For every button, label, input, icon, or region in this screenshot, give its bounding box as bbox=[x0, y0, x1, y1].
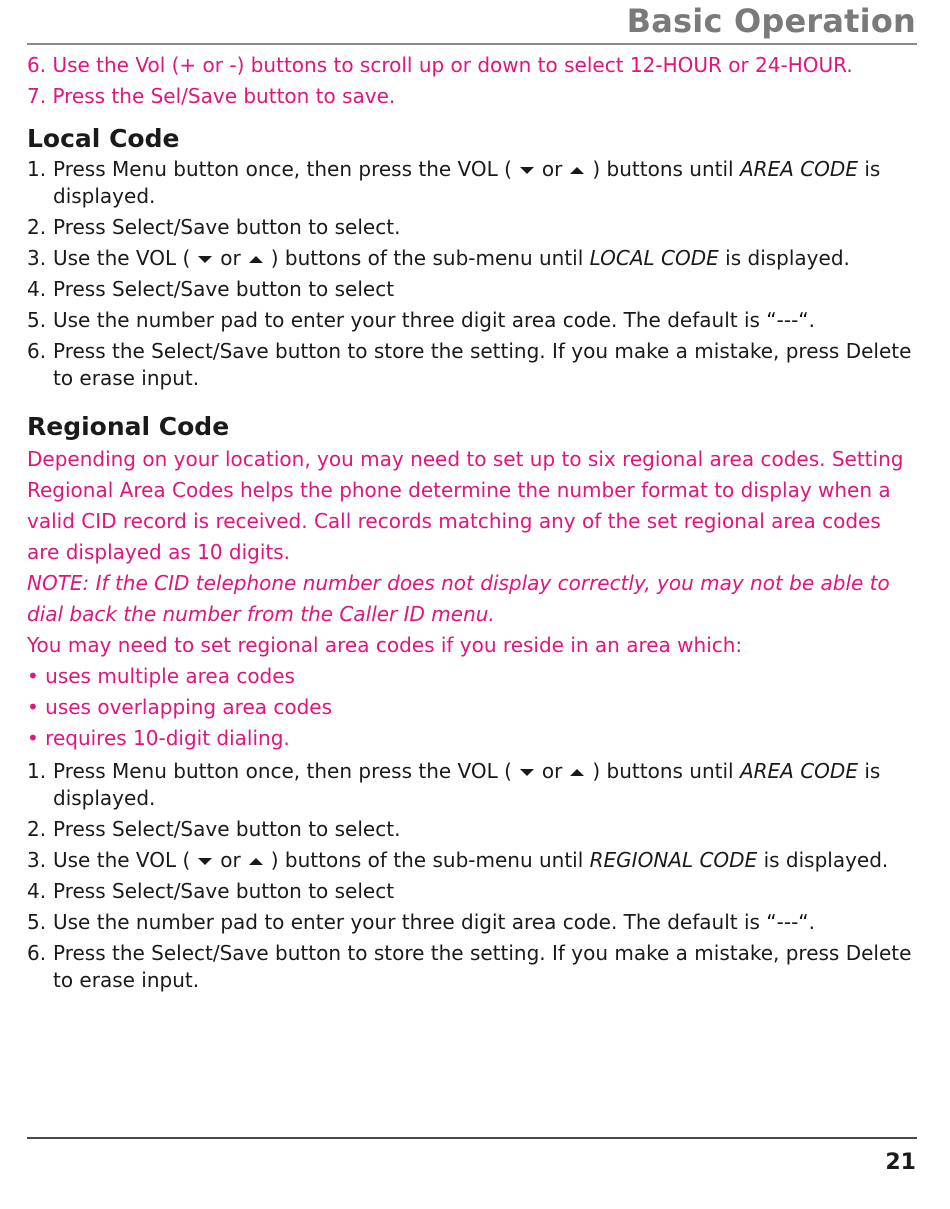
up-arrow-icon bbox=[249, 858, 263, 865]
step-text: Use the VOL ( bbox=[53, 848, 191, 872]
step-text: ) buttons of the sub-menu until bbox=[270, 848, 584, 872]
intro-step-6: 6. Use the Vol (+ or -) buttons to scroll up or down to select 12-HOUR or 24-HOUR. bbox=[27, 53, 853, 77]
step-number: 3. bbox=[27, 246, 47, 270]
step-number: 1. bbox=[27, 759, 47, 783]
step-text: is displayed. bbox=[53, 759, 881, 810]
step-or: or bbox=[541, 157, 563, 181]
menu-name: AREA CODE bbox=[739, 759, 858, 783]
step-text: Press Select/Save button to select bbox=[53, 879, 395, 903]
down-arrow-icon bbox=[520, 167, 534, 174]
down-arrow-icon bbox=[198, 858, 212, 865]
regional-lead: You may need to set regional area codes if you reside in an area which: bbox=[27, 633, 743, 657]
up-arrow-icon bbox=[570, 769, 584, 776]
step-number: 4. bbox=[27, 879, 47, 903]
step-number: 5. bbox=[27, 910, 47, 934]
regional-step-5 bbox=[27, 909, 917, 936]
footer-divider bbox=[27, 1137, 917, 1139]
step-text: is displayed. bbox=[763, 848, 889, 872]
menu-name: AREA CODE bbox=[739, 157, 858, 181]
menu-name: LOCAL CODE bbox=[589, 246, 719, 270]
down-arrow-icon bbox=[198, 256, 212, 263]
bullet-item: • uses multiple area codes bbox=[27, 664, 295, 688]
step-number: 5. bbox=[27, 308, 47, 332]
bullet-item: • requires 10-digit dialing. bbox=[27, 726, 290, 750]
down-arrow-icon bbox=[520, 769, 534, 776]
bullet-item: • uses overlapping area codes bbox=[27, 695, 333, 719]
step-text: ) buttons until bbox=[592, 157, 734, 181]
step-text: Use the number pad to enter your three digit area code. The default is “---“. bbox=[53, 308, 816, 332]
regional-step-2 bbox=[27, 816, 917, 843]
step-text: Use the VOL ( bbox=[53, 246, 191, 270]
step-number: 2. bbox=[27, 215, 47, 239]
step-number: 2. bbox=[27, 817, 47, 841]
step-text: ) buttons until bbox=[592, 759, 734, 783]
step-text: Press Select/Save button to select bbox=[53, 277, 395, 301]
step-text: Press the Select/Save button to store the setting. If you make a mistake, press Delete to erase input. bbox=[53, 339, 912, 390]
local-step-3 bbox=[27, 245, 917, 272]
up-arrow-icon bbox=[570, 167, 584, 174]
page-header-title: Basic Operation bbox=[626, 2, 916, 40]
regional-code-heading: Regional Code bbox=[27, 412, 230, 441]
page-number: 21 bbox=[885, 1150, 916, 1175]
step-text: Press Menu button once, then press the VOL ( bbox=[53, 157, 512, 181]
step-text: Press Select/Save button to select. bbox=[53, 215, 401, 239]
page-content bbox=[27, 50, 917, 998]
regional-step-3 bbox=[27, 847, 917, 874]
local-step-4 bbox=[27, 276, 917, 303]
step-text: Press Menu button once, then press the VOL ( bbox=[53, 759, 512, 783]
local-code-heading: Local Code bbox=[27, 124, 180, 153]
step-or: or bbox=[541, 759, 563, 783]
step-text: ) buttons of the sub-menu until bbox=[270, 246, 584, 270]
step-text: is displayed. bbox=[725, 246, 850, 270]
step-or: or bbox=[220, 246, 241, 270]
step-text: is displayed. bbox=[53, 157, 881, 208]
step-text: Press the Select/Save button to store the setting. If you make a mistake, press Delete to erase input. bbox=[53, 941, 912, 992]
intro-step-7: 7. Press the Sel/Save button to save. bbox=[27, 84, 396, 108]
local-step-5 bbox=[27, 307, 917, 334]
note-text: NOTE: If the CID telephone number does not display correctly, you may not be able to dial back the number from the Caller ID menu. bbox=[27, 571, 890, 626]
regional-code-steps bbox=[27, 758, 917, 994]
step-number: 1. bbox=[27, 157, 47, 181]
local-step-1 bbox=[27, 156, 917, 210]
local-step-6 bbox=[27, 338, 917, 392]
local-step-2 bbox=[27, 214, 917, 241]
header-divider bbox=[27, 43, 917, 45]
regional-step-1 bbox=[27, 758, 917, 812]
regional-step-4 bbox=[27, 878, 917, 905]
step-number: 6. bbox=[27, 339, 47, 363]
step-or: or bbox=[220, 848, 241, 872]
step-number: 3. bbox=[27, 848, 47, 872]
step-number: 6. bbox=[27, 941, 47, 965]
local-code-steps bbox=[27, 156, 917, 392]
up-arrow-icon bbox=[249, 256, 263, 263]
step-number: 4. bbox=[27, 277, 47, 301]
step-text: Use the number pad to enter your three digit area code. The default is “---“. bbox=[53, 910, 816, 934]
regional-description: Depending on your location, you may need to set up to six regional area codes. Setting Regional Area Codes helps the phone determine the number format to display when a valid CID record is received. Call records matching any of the set regional area codes are displayed as 10 digits. bbox=[27, 447, 904, 564]
regional-note bbox=[27, 568, 917, 630]
menu-name: REGIONAL CODE bbox=[589, 848, 758, 872]
regional-step-6 bbox=[27, 940, 917, 994]
step-text: Press Select/Save button to select. bbox=[53, 817, 401, 841]
